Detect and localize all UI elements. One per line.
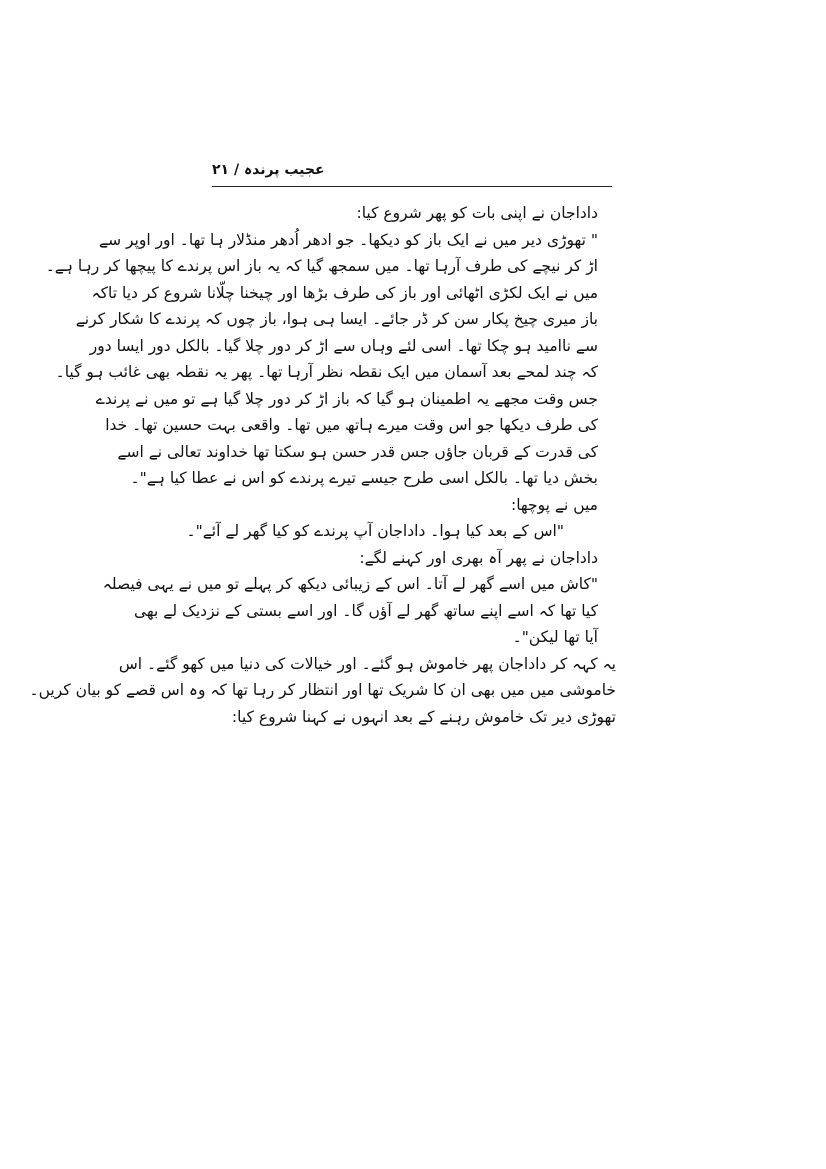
text-line: میں نے پوچھا: [510,495,598,514]
text-line: اڑ کر نیچے کی طرف آرہا تھا۔ میں سمجھ گیا کہ یہ باز اس پرندے کا پیچھا کر رہا ہے۔ [45,257,598,275]
text-line: جس وقت مجھے یہ اطمینان ہو گیا کہ باز اڑ کر دور چلا گیا ہے تو میں نے پرندے [95,389,598,408]
text-line: " تھوڑی دیر میں نے ایک باز کو دیکھا۔ جو ادھر اُدھر منڈلار ہا تھا۔ اور اوپر سے [98,230,598,249]
text-line: یہ کہہ کر داداجان پھر خاموش ہو گئے۔ اور خیالات کی دنیا میں کھو گئے۔ اس [118,654,616,673]
text-line: داداجان نے اپنی بات کو پھر شروع کیا: [356,204,598,222]
text-line: آیا تھا لیکن"۔ [512,628,598,646]
text-line: کی قدرت کے قربان جاؤں جس قدر حسن ہو سکتا تھا خداوند تعالی نے اسے [117,442,598,461]
running-header-title: عجیب پرندہ / ۲۱ [212,162,325,178]
text-line: کہ چند لمحے بعد آسمان میں ایک نقطہ نظر آرہا تھا۔ پھر یہ نقطہ بھی غائب ہو گیا۔ [55,363,598,381]
text-line: داداجان نے پھر آہ بھری اور کہنے لگے: [359,548,598,567]
text-line: "اس کے بعد کیا ہوا۔ داداجان آپ پرندے کو کیا گھر لے آئے"۔ [186,522,564,540]
text-line: سے ناامید ہو چکا تھا۔ اسی لئے وہاں سے اڑ کر دور چلا گیا۔ بالکل دور ایسا دور [89,336,598,355]
page-body-text [29,200,616,730]
text-line: تھوڑی دیر تک خاموش رہنے کے بعد انہوں نے کہنا شروع کیا: [231,707,616,726]
page-header [212,160,612,187]
text-line: کی طرف دیکھا جو اس وقت میرے ہاتھ میں تھا۔ واقعی بہت حسین تھا۔ خدا [105,416,598,434]
text-line: "کاش میں اسے گھر لے آتا۔ اس کے زیبائی دیکھ کر پہلے تو میں نے یہی فیصلہ [102,575,598,593]
text-line: میں نے ایک لکڑی اٹھائی اور باز کی طرف بڑھا اور چیخنا چلّانا شروع کر دیا تاکہ [91,283,598,302]
text-line: باز میری چیخ پکار سن کر ڈر جائے۔ ایسا ہی ہوا، باز چوں کہ پرندے کا شکار کرنے [75,310,598,328]
text-line: خاموشی میں میں بھی ان کا شریک تھا اور انتظار کر رہا تھا کہ وہ اس قصے کو بیان کریں۔ [29,681,616,699]
text-line: بخش دیا تھا۔ بالکل اسی طرح جیسے تیرے پرندے کو اس نے عطا کیا ہے"۔ [130,469,598,487]
text-line: کیا تھا کہ اسے اپنے ساتھ گھر لے آؤں گا۔ اور اسے بستی کے نزدیک لے بھی [133,601,598,620]
